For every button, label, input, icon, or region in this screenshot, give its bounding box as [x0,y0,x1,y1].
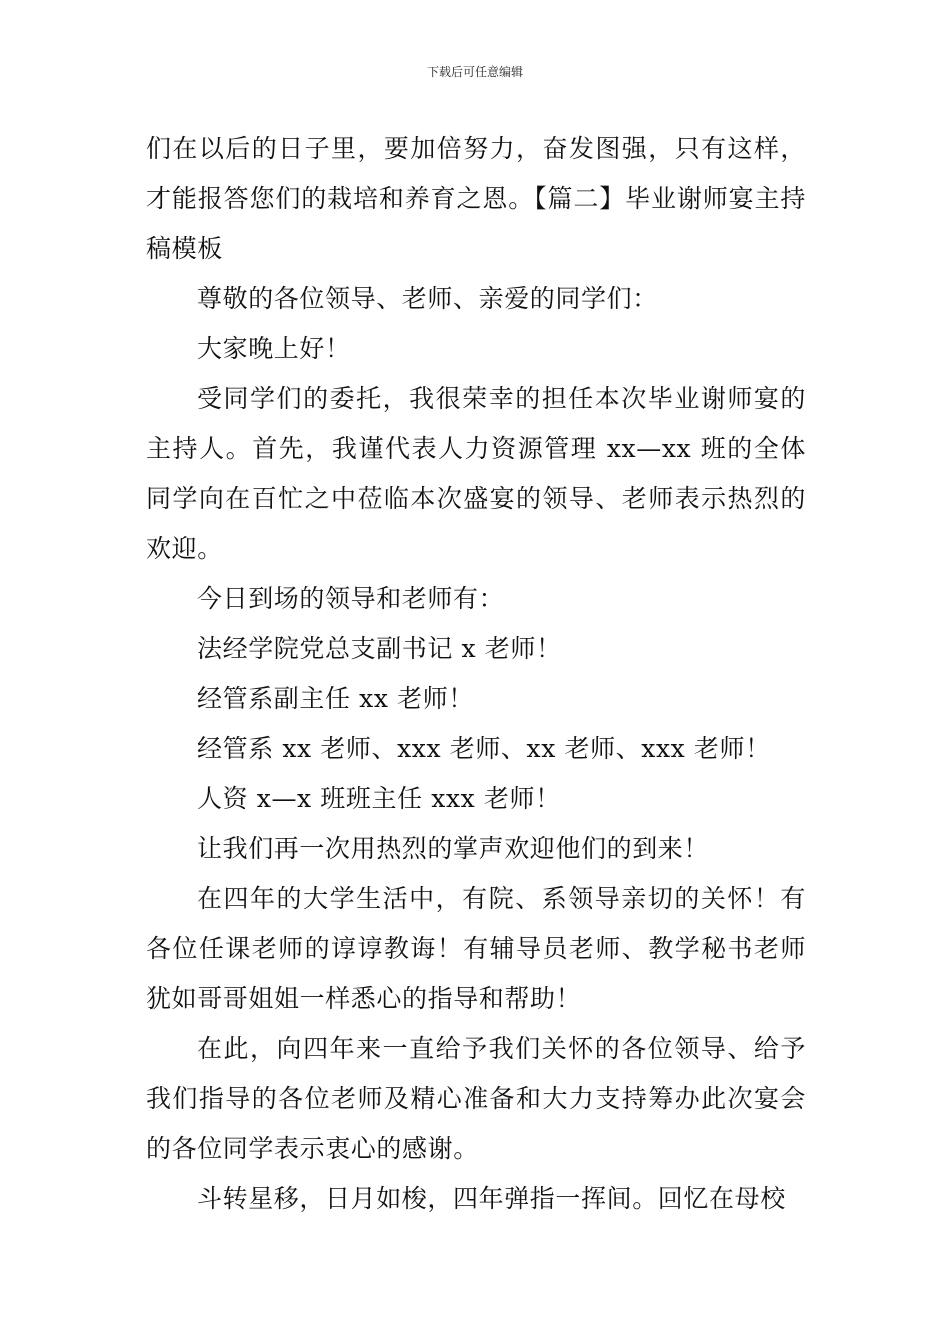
paragraph-attendees-intro: 今日到场的领导和老师有： [197,584,505,613]
paragraph-memories: 斗转星移，日月如梭，四年弹指一挥间。回忆在母校 [197,1184,786,1213]
paragraph-salutation: 尊敬的各位领导、老师、亲爱的同学们： [197,284,658,313]
paragraph-welcome: 受同学们的委托，我很荣幸的担任本次毕业谢师宴的主持人。首先，我谨代表人力资源管理 xx—xx 班的全体同学向在百忙之中莅临本次盛宴的领导、老师表示热烈的欢迎。 [146,384,806,563]
paragraph-continuation: 们在以后的日子里，要加倍努力，奋发图强，只有这样，才能报答您们的栽培和养育之恩。【篇二】毕业谢师宴主持稿模板 [146,134,806,263]
paragraph-attendee-3: 经管系 xx 老师、xxx 老师、xx 老师、xxx 老师！ [197,734,771,763]
paragraph-attendee-1: 法经学院党总支副书记 x 老师！ [197,634,562,663]
document-body [146,124,806,1224]
paragraph-attendee-2: 经管系副主任 xx 老师！ [197,684,474,713]
page-header-note: 下载后可任意编辑 [426,65,523,79]
paragraph-university-life: 在四年的大学生活中，有院、系领导亲切的关怀！有各位任课老师的谆谆教诲！有辅导员老师、教学秘书老师犹如哥哥姐姐一样悉心的指导和帮助！ [146,884,806,1013]
paragraph-applause: 让我们再一次用热烈的掌声欢迎他们的到来！ [197,834,710,863]
paragraph-thanks: 在此，向四年来一直给予我们关怀的各位领导、给予我们指导的各位老师及精心准备和大力支持筹办此次宴会的各位同学表示衷心的感谢。 [146,1034,806,1163]
paragraph-attendee-4: 人资 x—x 班班主任 xxx 老师！ [197,784,561,813]
paragraph-greeting: 大家晚上好！ [197,334,351,363]
